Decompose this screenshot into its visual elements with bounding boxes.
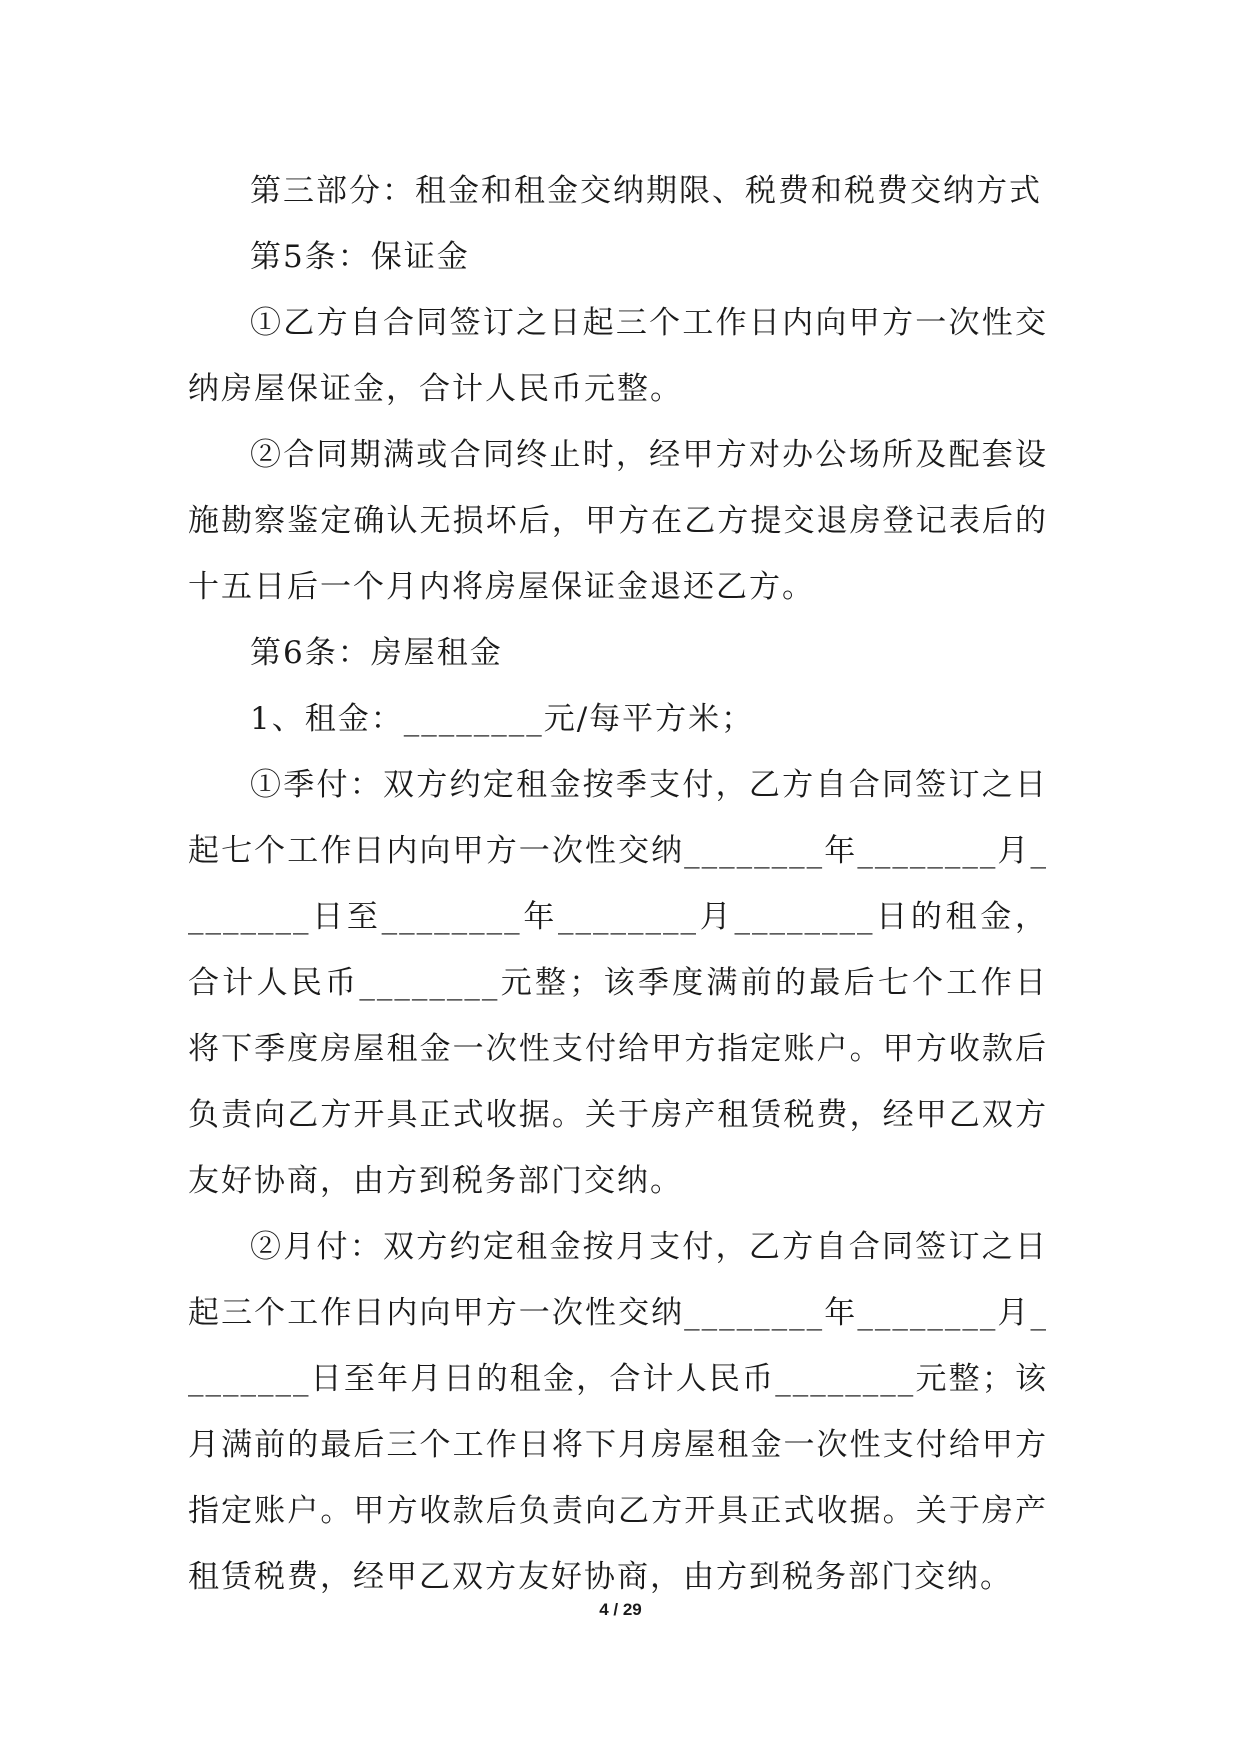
page-number: 4 / 29 [599, 1600, 642, 1619]
article-6-monthly-payment: ②月付：双方约定租金按月支付，乙方自合同签订之日起三个工作日内向甲方一次性交纳________年________月________日至年月日的租金，合计人民币________元整；该月满前的最后三个工作日将下月房屋租金一次性支付给甲方指定账户。甲方收款后负责向乙方开具正式收据。关于房产租赁税费，经甲乙双方友好协商，由方到税务部门交纳。 [188, 1229, 1048, 1595]
section-heading-part-3: 第三部分：租金和租金交纳期限、税费和税费交纳方式 [250, 173, 1042, 209]
article-5-heading: 第5条：保证金 [250, 239, 470, 275]
article-6-heading: 第6条：房屋租金 [250, 635, 503, 671]
document-body [188, 158, 1048, 1610]
article-6-quarterly-payment: ①季付：双方约定租金按季支付，乙方自合同签订之日起七个工作日内向甲方一次性交纳________年________月________日至________年________月________日的租金，合计人民币________元整；该季度满前的最后七个工作日将下季度房屋租金一次性支付给甲方指定账户。甲方收款后负责向乙方开具正式收据。关于房产租赁税费，经甲乙双方友好协商，由方到税务部门交纳。 [188, 767, 1048, 1199]
article-5-clause-1: ①乙方自合同签订之日起三个工作日内向甲方一次性交纳房屋保证金，合计人民币元整。 [188, 305, 1048, 407]
article-5-clause-2: ②合同期满或合同终止时，经甲方对办公场所及配套设施勘察鉴定确认无损坏后，甲方在乙方提交退房登记表后的十五日后一个月内将房屋保证金退还乙方。 [188, 437, 1048, 605]
article-6-rent-rate: 1、租金：________元/每平方米； [250, 701, 755, 737]
